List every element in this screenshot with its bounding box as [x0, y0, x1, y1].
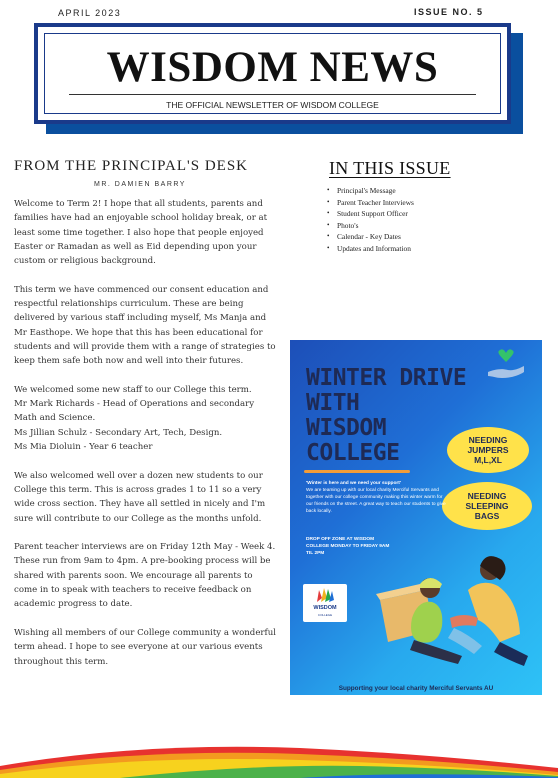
- bubble-text: NEEDING: [467, 491, 507, 501]
- winter-drive-poster: [290, 340, 542, 695]
- poster-title-line: WINTER DRIVE: [306, 365, 467, 391]
- poster-title-line: COLLEGE: [306, 440, 400, 466]
- list-item: • Parent Teacher Interviews: [327, 197, 414, 209]
- poster-title-line: WISDOM: [306, 415, 387, 441]
- heart-hand-icon: [486, 348, 526, 382]
- principal-name: MR. DAMIEN BARRY: [94, 181, 186, 188]
- masthead: [34, 23, 511, 124]
- in-this-issue-list: [327, 185, 414, 255]
- masthead-rule: [69, 94, 476, 95]
- newsletter-title: WISDOM NEWS: [106, 44, 439, 91]
- in-this-issue-heading: IN THIS ISSUE: [329, 158, 451, 178]
- list-item: • Photo's: [327, 220, 414, 232]
- letter-paragraph: This term we have commenced our consent education and respectful relationships curriculum. These are being delivered by various staff including myself, Ms Manja and Mr Easthope. We hope that this has been educational for students and will provide them with a range of strategies to keep them safe both now and well into their futures.: [14, 284, 276, 367]
- sleeping-bags-bubble: [442, 482, 532, 530]
- issue-date: APRIL 2023: [58, 8, 122, 18]
- letter-paragraph: We welcomed some new staff to our College this term. Mr Mark Richards - Head of Operations and secondary Math and Science. Ms Jillian Schulz - Secondary Art, Tech, Design. Ms Mia Dioluin - Year 6 teacher: [14, 384, 255, 453]
- bubble-text: NEEDING: [468, 435, 508, 445]
- list-item: • Updates and Information: [327, 243, 414, 255]
- poster-desc-heading: 'Winter is here and we need your support': [306, 481, 401, 486]
- list-item: • Calendar - Key Dates: [327, 231, 414, 243]
- list-item: • Principal's Message: [327, 185, 414, 197]
- poster-title: [306, 366, 466, 466]
- charity-illustration: [350, 530, 540, 680]
- bubble-text: JUMPERS: [467, 445, 509, 455]
- masthead-inner-border: [44, 33, 501, 114]
- decorative-wave: [0, 728, 558, 778]
- poster-title-line: WITH: [306, 390, 360, 416]
- poster-accent-line: [304, 470, 410, 473]
- issue-number: ISSUE NO. 5: [414, 7, 484, 17]
- poster-description: [306, 480, 446, 515]
- poster-footer: Supporting your local charity Merciful Servants AU: [338, 685, 494, 692]
- letter-paragraph: Parent teacher interviews are on Friday 12th May - Week 4. These run from 9am to 4pm. A pre-booking process will be shared with parents soon. We encourage all parents to come in to speak with teachers to receive feedback on academic progress to date.: [14, 542, 276, 610]
- letter-paragraph: Wishing all members of our College community a wonderful term ahead. I hope to see everyone at our various events throughout this term.: [14, 627, 276, 667]
- principal-heading: FROM THE PRINCIPAL'S DESK: [14, 158, 249, 174]
- poster-logo-sub: COLLEGE: [317, 613, 333, 617]
- poster-logo: [303, 584, 347, 622]
- bubble-text: M,L,XL: [474, 455, 502, 465]
- bubble-text: BAGS: [474, 511, 500, 521]
- college-logo-icon: [303, 586, 347, 606]
- list-item: • Student Support Officer: [327, 208, 414, 220]
- poster-desc-body: We are teaming up with our local charity Merciful Servants and together with our college community making this winter warm for our friends on the street. A great way to teach our students to give back locally.: [306, 488, 446, 514]
- letter-paragraph: We also welcomed well over a dozen new students to our College this term. This is across grades 1 to 11 so a very wide cross section. They have all settled in nicely and I'm sure will contribute to our College as the months unfold.: [14, 470, 266, 524]
- letter-paragraph: Welcome to Term 2! I hope that all students, parents and families have had an enjoyable school holiday break, or at least some time together. I also hope that people enjoyed Easter or Ramadan as well as Eid depending upon your custom or religious background.: [14, 199, 268, 267]
- principal-letter: [14, 197, 276, 683]
- poster-dropoff: DROP OFF ZONE AT WISDOM COLLEGE MONDAY TO FRIDAY 9AM TIL 2PM: [306, 537, 390, 556]
- jumpers-bubble: [447, 427, 529, 473]
- bubble-text: SLEEPING: [465, 501, 509, 511]
- poster-logo-text: WISDOM: [313, 605, 337, 611]
- newsletter-subtitle: THE OFFICIAL NEWSLETTER OF WISDOM COLLEGE: [166, 100, 379, 110]
